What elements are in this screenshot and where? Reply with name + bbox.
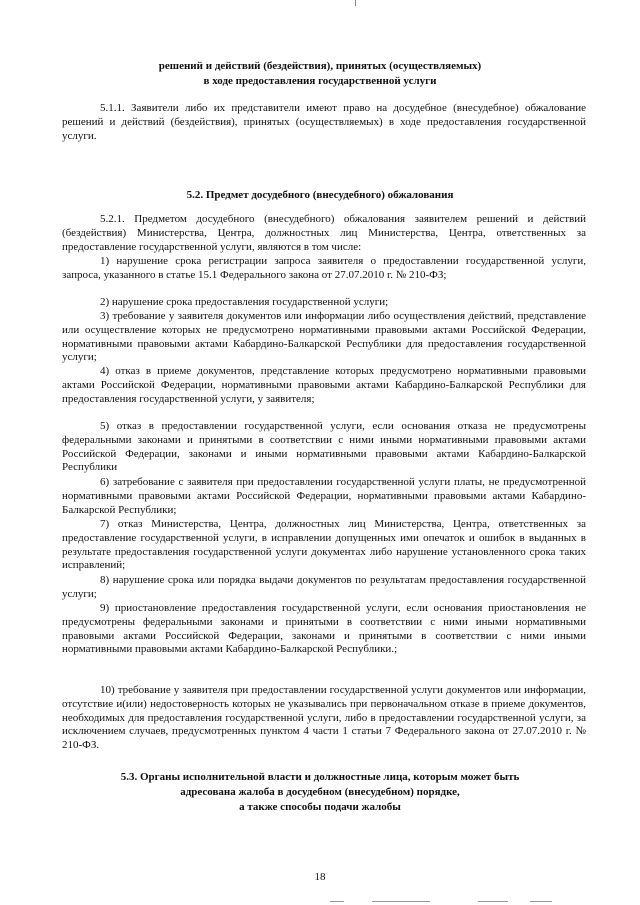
list-item-4: 4) отказ в приеме документов, представление которых предусмотрено нормативными правовыми актами Российской Федерации, нормативными правовыми актами Кабардино-Балкарской Республики для предоставления государственной услуги, у заявителя; [62,365,586,405]
list-item-9: 9) приостановление предоставления государственной услуги, если основания приостановления не предусмотрены федеральными законами и принятыми в соответствии с ними иными нормативными правовыми актами Российской Федерации, законами и принятыми в соответствии с ними иными нормативными правовыми актами Кабардино-Балкарской Республики.; [62,602,586,656]
scan-artifact [372,901,430,902]
scan-artifact [530,901,552,902]
list-item-3: 3) требование у заявителя документов или информации либо осуществления действий, представление или осуществление которых не предусмотрено нормативными правовыми актами Российской Федерации, нормативными правовыми актами Кабардино-Балкарской Республики для предоставления государственной услуги; [62,310,586,364]
scan-artifact [330,901,344,902]
list-item-7: 7) отказ Министерства, Центра, должностных лиц Министерства, Центра, ответственных за предоставление государственной услуги, в исправлении допущенных ими опечаток и ошибок в выданных в результате предоставления государственной услуги документах либо нарушение установленного срока таких исправлений; [62,518,586,572]
list-item-8: 8) нарушение срока или порядка выдачи документов по результатам предоставления государственной услуги; [62,574,586,600]
list-item-6: 6) затребование с заявителя при предоставлении государственной услуги платы, не предусмотренной нормативными правовыми актами Российской Федерации, нормативными правовыми актами Кабардино-Балкарской Республики; [62,476,586,516]
list-item-2: 2) нарушение срока предоставления государственной услуги; [100,296,389,308]
heading-line: в ходе предоставления государственной услуги [203,75,437,87]
heading-line: решений и действий (бездействия), принятых (осуществляемых) [158,60,482,72]
heading-line: 5.3. Органы исполнительной власти и должностные лица, которым может быть [120,771,520,783]
heading-line: адресована жалоба в досудебном (внесудебном) порядке, [180,786,460,798]
list-item-5: 5) отказ в предоставлении государственной услуги, если основания отказа не предусмотрены федеральными законами и принятыми в соответствии с ними иными нормативными правовыми актами Российской Федерации, законами и иными нормативными правовыми актами Кабардино-Балкарской Республики [62,420,586,474]
list-item-1: 1) нарушение срока регистрации запроса заявителя о предоставлении государственной услуги, запроса, указанного в статье 15.1 Федерального закона от 27.07.2010 г. № 210-ФЗ; [62,255,586,281]
page-number: 18 [314,871,326,883]
paragraph-5-1-1: 5.1.1. Заявители либо их представители имеют право на досудебное (внесудебное) обжалование решений и действий (бездействия), принятых (осуществляемых) в ходе предоставления государственной услуги. [62,102,586,142]
scan-artifact [478,901,508,902]
scan-mark [355,0,356,6]
section-heading-5-3 [0,770,640,815]
list-item-10: 10) требование у заявителя при предоставлении государственной услуги документов или информации, отсутствие и(или) недостоверность которых не указывались при первоначальном отказе в приеме документов, необходимых для предоставления государственной услуги, либо в предоставлении государственной услуги, за исключением случаев, предусмотренных пунктом 4 части 1 статьи 7 Федерального закона от 27.07.2010 г. № 210-ФЗ. [62,684,586,752]
heading-line: а также способы подачи жалобы [239,801,401,813]
paragraph-5-2-1: 5.2.1. Предметом досудебного (внесудебного) обжалования заявителем решений и действий (бездействия) Министерства, Центра, должностных лиц Министерства, Центра, ответственных за предоставление государственной услуги, являются в том числе: [62,213,586,253]
section-heading-5-2 [0,188,640,203]
heading-line: 5.2. Предмет досудебного (внесудебного) обжалования [186,189,454,201]
section-heading-5-1-continued [0,59,640,89]
